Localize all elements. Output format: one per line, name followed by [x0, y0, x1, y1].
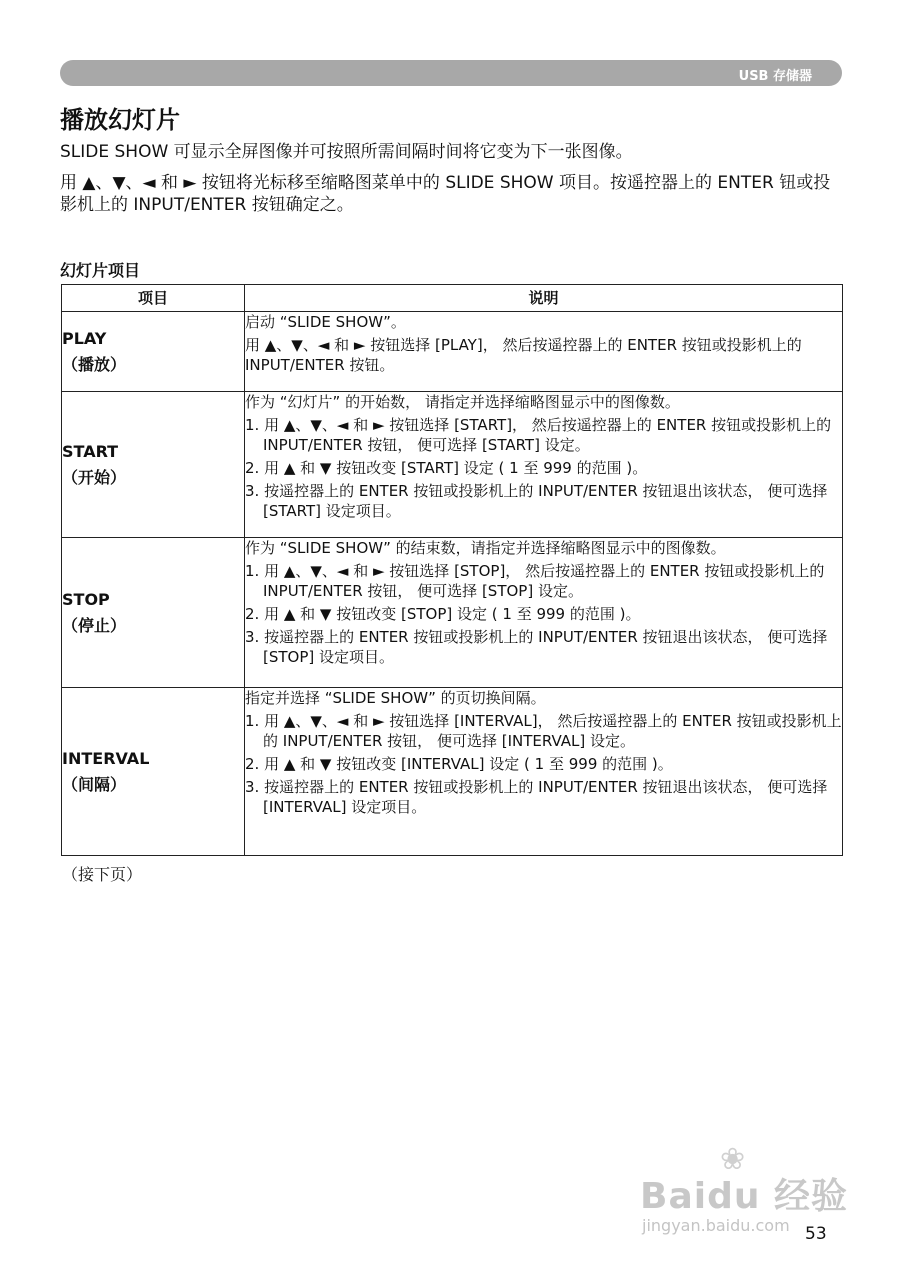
- item-cell: [62, 688, 245, 856]
- desc-step: 1. 用 ▲、▼、◄ 和 ► 按钮选择 [STOP]， 然后按遥控器上的 ENTER 按钮或投影机上的 INPUT/ENTER 按钮， 便可选择 [STOP] 设定。: [245, 562, 825, 600]
- desc-step: 1. 用 ▲、▼、◄ 和 ► 按钮选择 [INTERVAL]， 然后按遥控器上的 ENTER 按钮或投影机上的 INPUT/ENTER 按钮， 便可选择 [INTERVAL] 设定。: [245, 712, 842, 750]
- desc-step: 2. 用 ▲ 和 ▼ 按钮改变 [INTERVAL] 设定 ( 1 至 999 的范围 )。: [245, 755, 673, 773]
- item-name: STOP: [62, 589, 110, 609]
- item-name: START: [62, 441, 119, 461]
- item-name-cn: （间隔）: [62, 774, 127, 794]
- table-header-row: [62, 285, 843, 312]
- desc-cell: [245, 688, 843, 856]
- page-title: 播放幻灯片: [60, 106, 180, 134]
- desc-step: 1. 用 ▲、▼、◄ 和 ► 按钮选择 [START]， 然后按遥控器上的 ENTER 按钮或投影机上的 INPUT/ENTER 按钮， 便可选择 [START] 设定。: [245, 416, 832, 454]
- desc-step: 3. 按遥控器上的 ENTER 按钮或投影机上的 INPUT/ENTER 按钮退出该状态， 便可选择 [INTERVAL] 设定项目。: [245, 778, 828, 816]
- watermark-url: jingyan.baidu.com: [642, 1216, 790, 1235]
- desc-lead: 启动 “SLIDE SHOW”。: [245, 313, 406, 331]
- item-cell: [62, 538, 245, 688]
- item-name: PLAY: [62, 328, 107, 348]
- table-title: 幻灯片项目: [60, 261, 141, 280]
- table-row-play: [62, 312, 843, 392]
- desc-cell: [245, 538, 843, 688]
- page-number: 53: [805, 1224, 827, 1244]
- item-name-cn: （播放）: [62, 354, 127, 374]
- item-cell: [62, 312, 245, 392]
- desc-cell: [245, 312, 843, 392]
- desc-step: 3. 按遥控器上的 ENTER 按钮或投影机上的 INPUT/ENTER 按钮退出该状态， 便可选择 [STOP] 设定项目。: [245, 628, 828, 666]
- intro-paragraph-2: 用 ▲、▼、◄ 和 ► 按钮将光标移至缩略图菜单中的 SLIDE SHOW 项目。按遥控器上的 ENTER 钮或投影机上的 INPUT/ENTER 按钮确定之。: [60, 173, 831, 215]
- desc-lead: 指定并选择 “SLIDE SHOW” 的页切换间隔。: [245, 689, 546, 707]
- intro-paragraph-1: SLIDE SHOW 可显示全屏图像并可按照所需间隔时间将它变为下一张图像。: [60, 142, 633, 162]
- table-row-interval: [62, 688, 843, 856]
- continued-note: （接下页）: [62, 865, 143, 884]
- desc-cell: [245, 392, 843, 538]
- section-label: USB 存储器: [738, 69, 812, 84]
- table-row-start: [62, 392, 843, 538]
- desc-step: 3. 按遥控器上的 ENTER 按钮或投影机上的 INPUT/ENTER 按钮退出该状态， 便可选择 [START] 设定项目。: [245, 482, 828, 520]
- table-row-stop: [62, 538, 843, 688]
- desc-step: 2. 用 ▲ 和 ▼ 按钮改变 [START] 设定 ( 1 至 999 的范围 )。: [245, 459, 648, 477]
- item-name: INTERVAL: [62, 748, 150, 768]
- item-name-cn: （开始）: [62, 467, 127, 487]
- desc-step: 2. 用 ▲ 和 ▼ 按钮改变 [STOP] 设定 ( 1 至 999 的范围 )。: [245, 605, 641, 623]
- item-name-cn: （停止）: [62, 615, 127, 635]
- slideshow-items-table: [61, 284, 843, 856]
- desc-lead: 作为 “SLIDE SHOW” 的结束数，请指定并选择缩略图显示中的图像数。: [245, 539, 726, 557]
- watermark-logo: Baidu 经验: [640, 1176, 849, 1217]
- item-cell: [62, 392, 245, 538]
- header-item: 项目: [62, 285, 245, 312]
- header-bar: [60, 60, 842, 86]
- desc-lead: 作为 “幻灯片” 的开始数， 请指定并选择缩略图显示中的图像数。: [245, 393, 680, 411]
- paw-icon: ❀: [720, 1142, 746, 1177]
- desc-paragraph: 用 ▲、▼、◄ 和 ► 按钮选择 [PLAY]， 然后按遥控器上的 ENTER 按钮或投影机上的 INPUT/ENTER 按钮。: [245, 336, 802, 374]
- header-desc: 说明: [245, 285, 843, 312]
